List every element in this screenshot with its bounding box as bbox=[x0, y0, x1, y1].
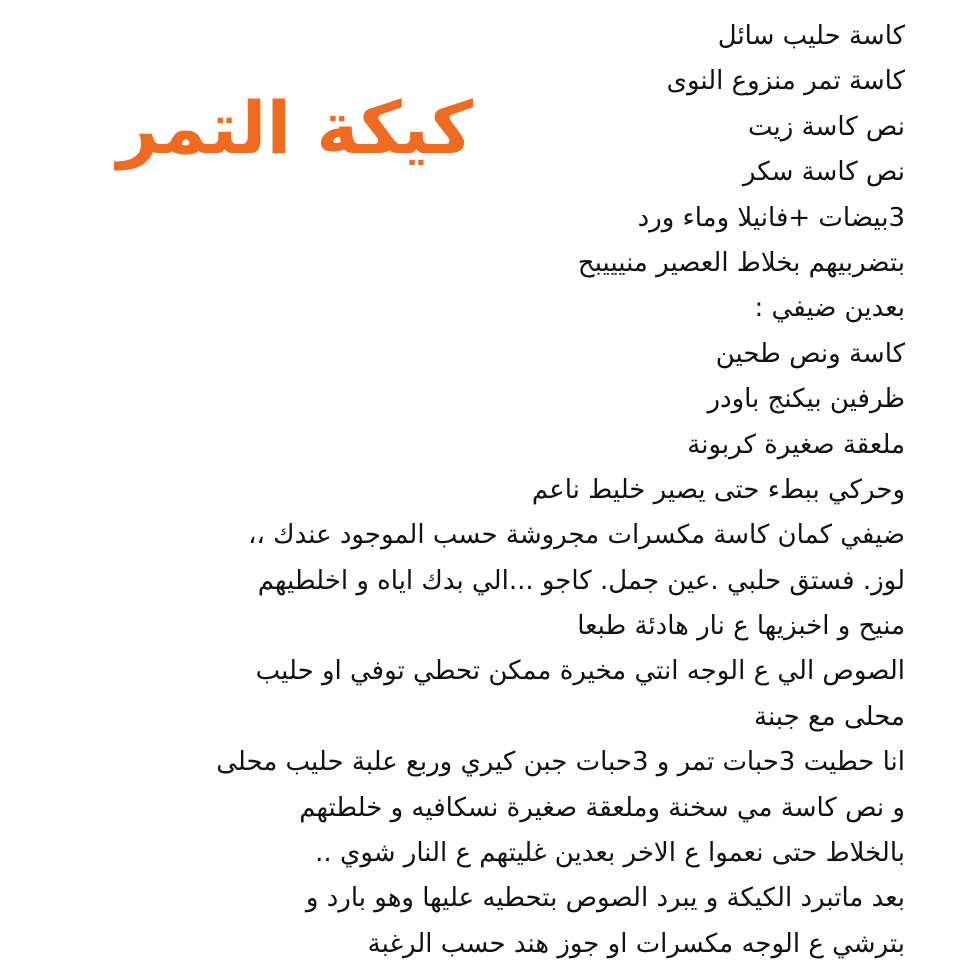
recipe-line: ضيفي كمان كاسة مكسرات مجروشة حسب الموجود عندك ،، bbox=[248, 520, 905, 551]
recipe-line: الصوص الي ع الوجه انتي مخيرة ممكن تحطي توفي او حليب bbox=[255, 656, 905, 687]
recipe-line: انا حطيت 3حبات تمر و 3حبات جبن كيري وربع علبة حليب محلى bbox=[216, 747, 905, 778]
recipe-line: 3بيضات +فانيلا وماء ورد bbox=[637, 202, 905, 233]
recipe-line: كاسة تمر منزوع النوى bbox=[666, 66, 905, 97]
recipe-line: لوز. فستق حلبي .عين جمل. كاجو ...الي بدك اياه و اخلطيهم bbox=[257, 565, 905, 596]
recipe-line: بالخلاط حتى نعموا ع الاخر بعدين غليتهم ع النار شوي .. bbox=[315, 838, 905, 869]
recipe-line: نص كاسة سكر bbox=[742, 157, 905, 188]
recipe-line: بعدين ضيفي : bbox=[754, 293, 905, 324]
recipe-title: كيكة التمر bbox=[116, 86, 474, 170]
recipe-line: وحركي ببطء حتى يصير خليط ناعم bbox=[531, 474, 905, 505]
recipe-line: ملعقة صغيرة كربونة bbox=[687, 429, 905, 460]
recipe-line: منيح و اخبزيها ع نار هادئة طبعا bbox=[577, 611, 905, 642]
recipe-line: كاسة حليب سائل bbox=[717, 21, 905, 51]
recipe-line: بترشي ع الوجه مكسرات او جوز هند حسب الرغبة bbox=[367, 928, 905, 959]
recipe-line: كاسة ونص طحين bbox=[715, 338, 905, 369]
recipe-line: بتضربيهم بخلاط العصير منيييبح bbox=[577, 247, 905, 278]
recipe-line: بعد ماتبرد الكيكة و يبرد الصوص بتحطيه عليها وهو بارد و bbox=[305, 883, 905, 914]
recipe-line: و نص كاسة مي سخنة وملعقة صغيرة نسكافيه و خلطتهم bbox=[299, 792, 905, 823]
recipe-line: محلى مع جبنة bbox=[754, 701, 905, 732]
recipe-line: ظرفين بيكنج باودر bbox=[707, 384, 905, 415]
recipe-line: نص كاسة زيت bbox=[748, 111, 905, 142]
recipe-lines bbox=[165, 14, 905, 960]
